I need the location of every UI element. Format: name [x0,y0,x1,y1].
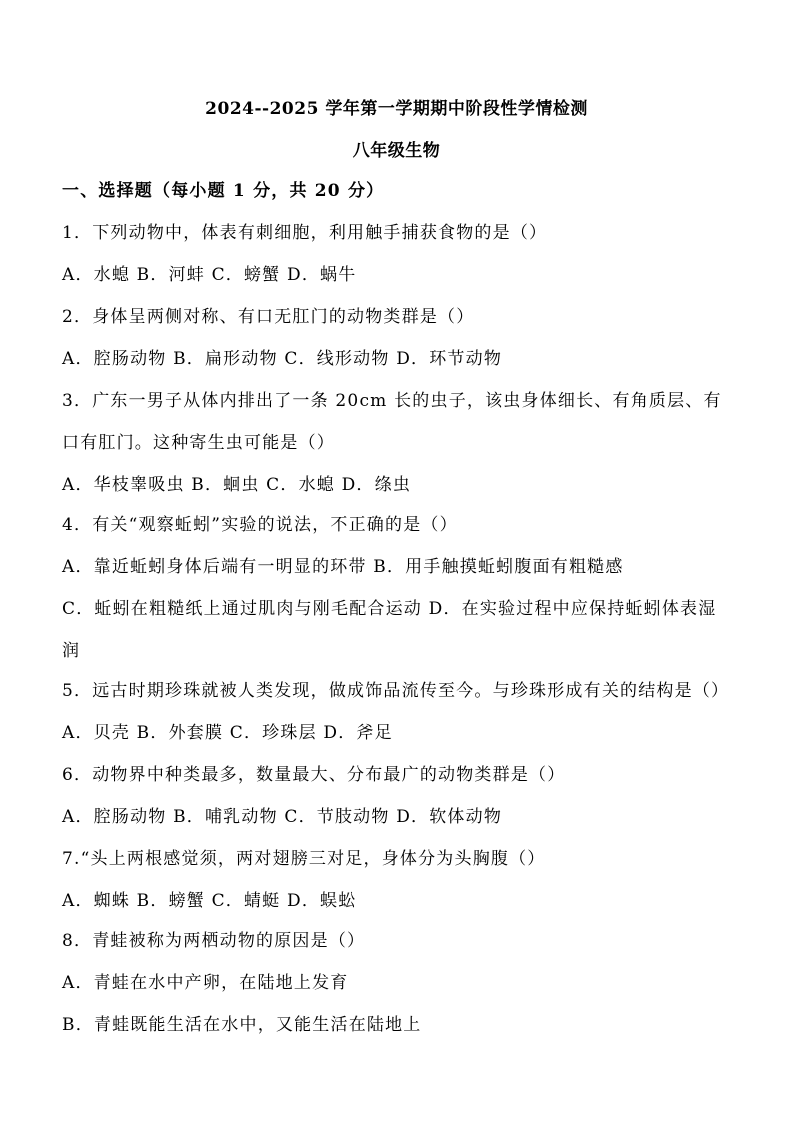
question-2-options: A．腔肠动物 B．扁形动物 C．线形动物 D．环节动物 [62,349,503,369]
question-3-line-1: 3．广东一男子从体内排出了一条 20cm 长的虫子，该虫身体细长、有角质层、有 [62,391,722,411]
question-4-options-line-2: C．蚯蚓在粗糙纸上通过肌肉与刚毛配合运动 D．在实验过程中应保持蚯蚓体表湿 [62,599,717,619]
question-8-option-b: B．青蛙既能生活在水中，又能生活在陆地上 [62,1015,422,1035]
question-7: 7.“头上两根感觉须，两对翅膀三对足，身体分为头胸腹（） [62,849,546,869]
question-4: 4．有关“观察蚯蚓”实验的说法，不正确的是（） [62,515,458,535]
question-8: 8．青蛙被称为两栖动物的原因是（） [62,931,366,951]
question-5: 5．远古时期珍珠就被人类发现，做成饰品流传至今。与珍珠形成有关的结构是（） [62,681,730,701]
question-8-option-a: A．青蛙在水中产卵，在陆地上发育 [62,973,349,993]
question-5-options: A．贝壳 B．外套膜 C．珍珠层 D．斧足 [62,723,393,743]
question-6: 6．动物界中种类最多，数量最大、分布最广的动物类群是（） [62,765,566,785]
question-1-options: A．水螅 B．河蚌 C．螃蟹 D．蜗牛 [62,265,357,285]
exam-subtitle: 八年级生物 [352,141,441,161]
exam-title: 2024--2025 学年第一学期期中阶段性学情检测 [205,99,588,119]
question-3-options: A．华枝睾吸虫 B．蛔虫 C．水螅 D．绦虫 [62,475,412,495]
question-1: 1．下列动物中，体表有刺细胞，利用触手捕获食物的是（） [62,223,548,243]
question-3-line-2: 口有肛门。这种寄生虫可能是（） [62,433,335,453]
question-4-options-line-3: 润 [62,641,81,661]
question-2: 2．身体呈两侧对称、有口无肛门的动物类群是（） [62,307,475,327]
section-heading: 一、选择题（每小题 1 分，共 20 分） [62,181,385,201]
question-4-options-line-1: A．靠近蚯蚓身体后端有一明显的环带 B．用手触摸蚯蚓腹面有粗糙感 [62,557,624,577]
question-6-options: A．腔肠动物 B．哺乳动物 C．节肢动物 D．软体动物 [62,807,503,827]
question-7-options: A．蜘蛛 B．螃蟹 C．蜻蜓 D．蜈蚣 [62,891,357,911]
